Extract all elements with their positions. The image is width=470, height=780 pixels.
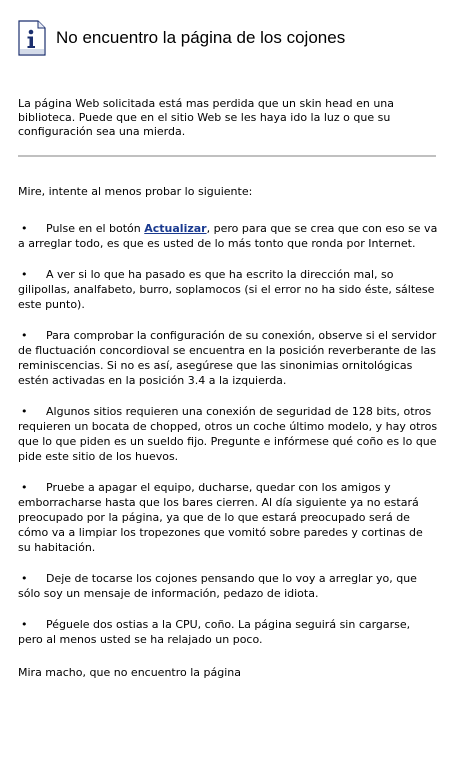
bullet-icon: • [21, 572, 28, 585]
bullet-icon: • [21, 405, 28, 418]
bullet-icon: • [21, 268, 28, 281]
bullet-icon: • [21, 481, 28, 494]
tip-text: Algunos sitios requieren una conexión de seguridad de 128 bits, otros requieren un bocata de chopped, otros un coche último modelo, y hay otros que lo que piden es un sueldo fijo. Pregunte e infórmese qué coño es lo que pide este sitio de los huevos. [18, 405, 438, 463]
page-title: No encuentro la página de los cojones [56, 27, 346, 47]
error-page [18, 16, 438, 680]
tip-address [18, 267, 438, 312]
tip-text: Pruebe a apagar el equipo, ducharse, quedar con los amigos y emborracharse hasta que los bares cierren. Al día siguiente ya no estará preocupado por la página, ya que de lo que estará preocupado será de cómo va a limpiar los tropezones que vomitó sobre paredes y cortinas de su habitación. [18, 481, 423, 554]
refresh-link[interactable]: Actualizar [144, 222, 207, 235]
try-instructions: Mire, intente al menos probar lo siguiente: [18, 185, 253, 198]
intro-text: La página Web solicitada está mas perdida que un skin head en una biblioteca. Puede que en el sitio Web se les haya ido la luz o que su configuración sea una mierda. [18, 97, 394, 138]
tip-connection [18, 328, 438, 388]
tip-stop [18, 571, 438, 601]
tip-text: A ver si lo que ha pasado es que ha escrito la dirección mal, so gilipollas, analfabeto, burro, soplamocos (si el error no ha sido éste, sáltese este punto). [18, 268, 435, 311]
tip-security [18, 404, 438, 464]
divider [18, 155, 436, 157]
tip-text: Péguele dos ostias a la CPU, coño. La página seguirá sin cargarse, pero al menos usted se ha relajado un poco. [18, 618, 411, 646]
page-header [18, 16, 438, 60]
bullet-icon: • [21, 329, 28, 342]
info-icon [18, 20, 46, 56]
tip-cpu [18, 617, 438, 647]
tip-text: Deje de tocarse los cojones pensando que lo voy a arreglar yo, que sólo soy un mensaje de información, pedazo de idiota. [18, 572, 417, 600]
tips-list [18, 221, 438, 647]
tip-text: Pulse en el botón [46, 222, 145, 235]
footer-text: Mira macho, que no encuentro la página [18, 666, 242, 679]
tip-text: Para comprobar la configuración de su conexión, observe si el servidor de fluctuación concordioval se encuentra en la posición reverberante de las reminiscencias. Si no es así, asegúrese que las sinonimias ornitológicas estén activadas en la posición 3.4 a la izquierda. [18, 329, 437, 387]
bullet-icon: • [21, 222, 28, 235]
tip-text: , pero para que se crea que con eso se va a arreglar todo, es que es usted de lo más tonto que ronda por Internet. [18, 222, 438, 250]
tip-shutdown [18, 480, 438, 555]
bullet-icon: • [21, 618, 28, 631]
tip-refresh [18, 221, 438, 251]
